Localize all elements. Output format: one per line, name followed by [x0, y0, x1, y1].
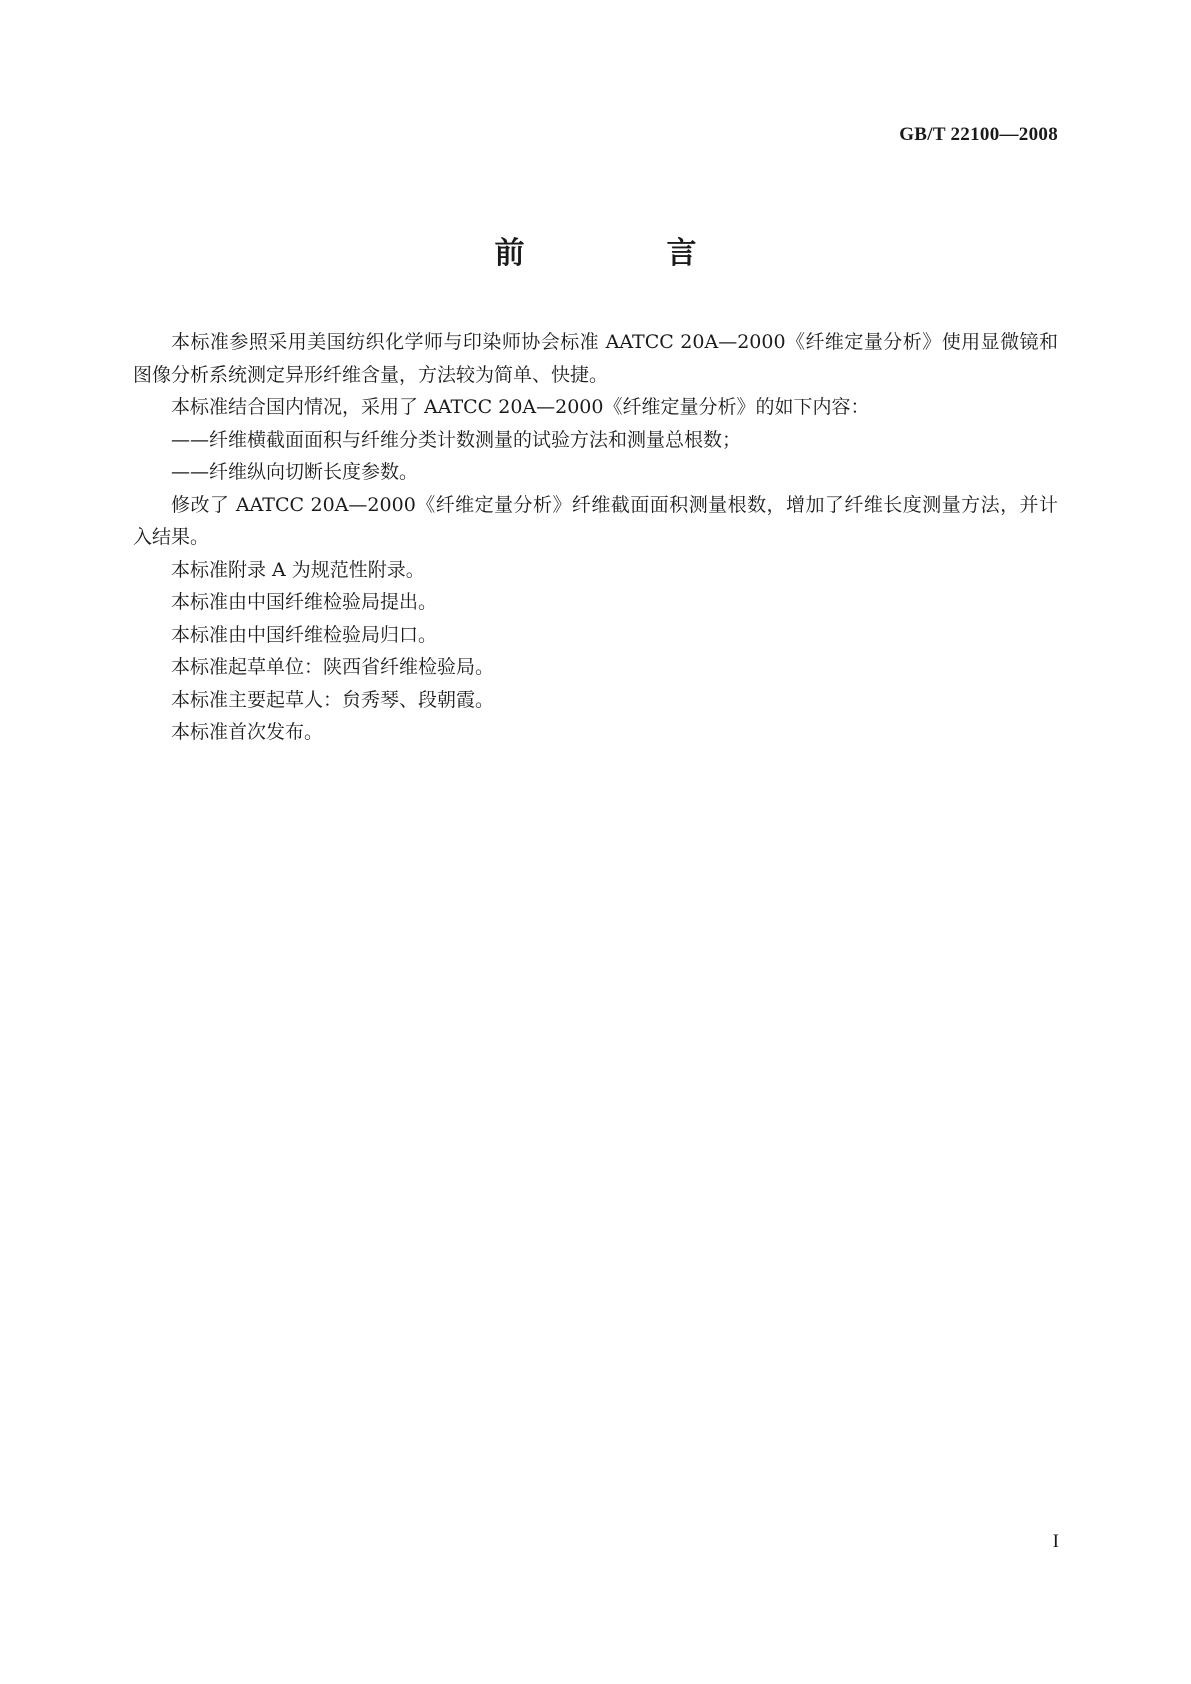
list-item: ——纤维横截面面积与纤维分类计数测量的试验方法和测量总根数；: [171, 428, 742, 451]
paragraph: 本标准由中国纤维检验局提出。: [171, 591, 438, 613]
paragraph: 本标准主要起草人：贠秀琴、段朝霞。: [171, 688, 495, 711]
paragraph: 修改了 AATCC 20A—2000《纤维定量分析》纤维截面面积测量根数，增加了纤维长度测量方法，并计入结果。: [133, 493, 1058, 548]
standard-code: GB/T 22100—2008: [899, 124, 1058, 145]
paragraph: 本标准结合国内情况，采用了 AATCC 20A—2000《纤维定量分析》的如下内容：: [171, 396, 870, 418]
paragraph: 本标准参照采用美国纺织化学师与印染师协会标准 AATCC 20A—2000《纤维定量分析》使用显微镜和图像分析系统测定异形纤维含量，方法较为简单、快捷。: [133, 331, 1058, 386]
foreword-body: [133, 326, 1058, 749]
paragraph: 本标准首次发布。: [171, 721, 324, 743]
paragraph: 本标准起草单位：陕西省纤维检验局。: [171, 656, 495, 678]
list-item: ——纤维纵向切断长度参数。: [171, 461, 419, 483]
paragraph: 本标准由中国纤维检验局归口。: [171, 623, 438, 646]
page-title: 前 言: [494, 236, 753, 271]
paragraph: 本标准附录 A 为规范性附录。: [171, 558, 425, 581]
page-number: I: [1052, 1531, 1059, 1552]
